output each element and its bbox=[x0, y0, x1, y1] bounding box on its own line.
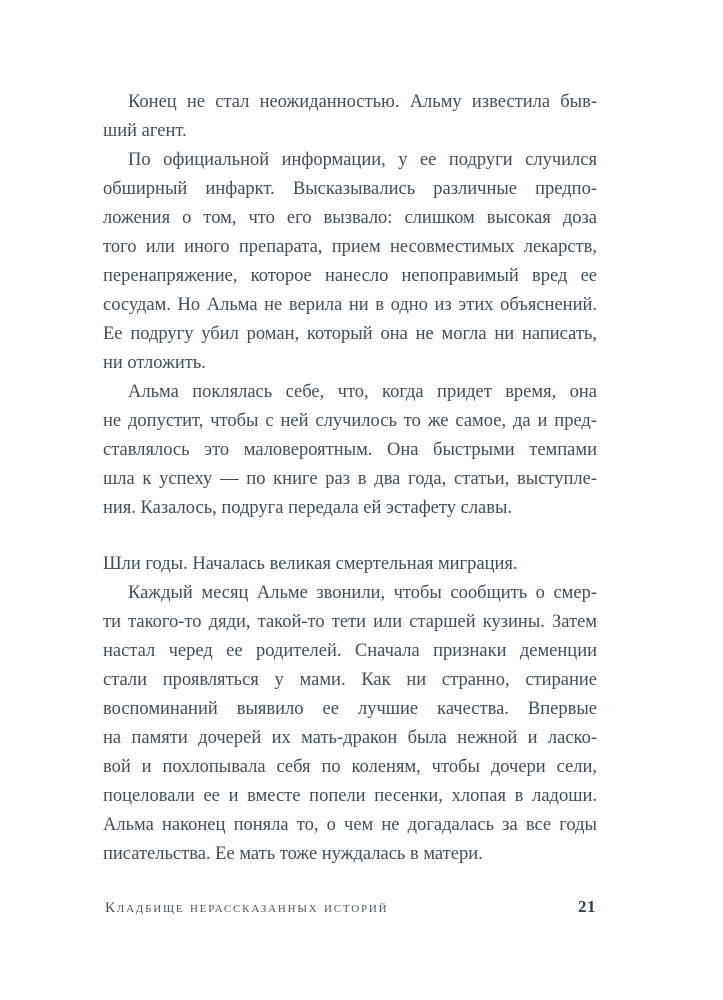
text-line: Конец не стал неожиданностью. Альму известила быв- bbox=[128, 92, 597, 112]
text-line: того или иного препарата, прием несовместимых лекарств, bbox=[103, 237, 597, 257]
text-line: на памяти дочерей их мать-дракон была нежной и ласко- bbox=[103, 728, 597, 748]
text-line: ший агент. bbox=[103, 121, 187, 141]
text-line: Альма наконец поняла то, о чем не догадалась за все годы bbox=[103, 815, 597, 835]
paragraph bbox=[103, 88, 597, 146]
text-line: настал черед ее родителей. Сначала признаки деменции bbox=[103, 641, 597, 661]
text-line: Ее подругу убил роман, который она не могла ни написать, bbox=[103, 324, 597, 344]
text-line: Альма поклялась себе, что, когда придет время, она bbox=[128, 382, 597, 402]
text-line: ти такого-то дяди, такой-то тети или старшей кузины. Затем bbox=[103, 612, 597, 632]
text-line: обширный инфаркт. Высказывались различные предпо- bbox=[103, 179, 597, 199]
paragraph bbox=[103, 550, 597, 579]
text-block bbox=[103, 88, 597, 869]
paragraph bbox=[103, 579, 597, 869]
text-section bbox=[103, 550, 597, 869]
text-line: не допустит, чтобы с ней случилось то же самое, да и пред- bbox=[103, 411, 597, 431]
text-line: воспоминаний выявило ее лучшие качества. Впервые bbox=[103, 699, 597, 719]
text-line: поцеловали ее и вместе попели песенки, хлопая в ладоши. bbox=[103, 786, 597, 806]
paragraph bbox=[103, 378, 597, 523]
text-line: перенапряжение, которое нанесло непоправимый вред ее bbox=[103, 266, 597, 286]
running-title: Кладбище нерассказанных историй bbox=[105, 900, 389, 916]
page-footer bbox=[105, 897, 596, 917]
text-section bbox=[103, 88, 597, 523]
text-line: писательства. Ее мать тоже нуждалась в матери. bbox=[103, 844, 483, 864]
text-line: ния. Казалось, подруга передала ей эстафету славы. bbox=[103, 498, 513, 518]
text-line: сосудам. Но Альма не верила ни в одно из этих объяснений. bbox=[103, 295, 597, 315]
text-line: шла к успеху — по книге раз в два года, статьи, выступле- bbox=[103, 469, 597, 489]
text-line: ни отложить. bbox=[103, 353, 206, 373]
text-line: ставлялось это маловероятным. Она быстрыми темпами bbox=[103, 440, 597, 460]
text-line: ложения о том, что его вызвало: слишком высокая доза bbox=[103, 208, 597, 228]
page-number: 21 bbox=[578, 897, 596, 916]
text-line: стали проявляться у мами. Как ни странно, стирание bbox=[103, 670, 597, 690]
text-line: вой и похлопывала себя по коленям, чтобы дочери сели, bbox=[103, 757, 597, 777]
text-line: По официальной информации, у ее подруги случился bbox=[128, 150, 597, 170]
paragraph bbox=[103, 146, 597, 378]
text-line: Шли годы. Началась великая смертельная миграция. bbox=[103, 554, 518, 574]
text-line: Каждый месяц Альме звонили, чтобы сообщить о смер- bbox=[128, 583, 597, 603]
